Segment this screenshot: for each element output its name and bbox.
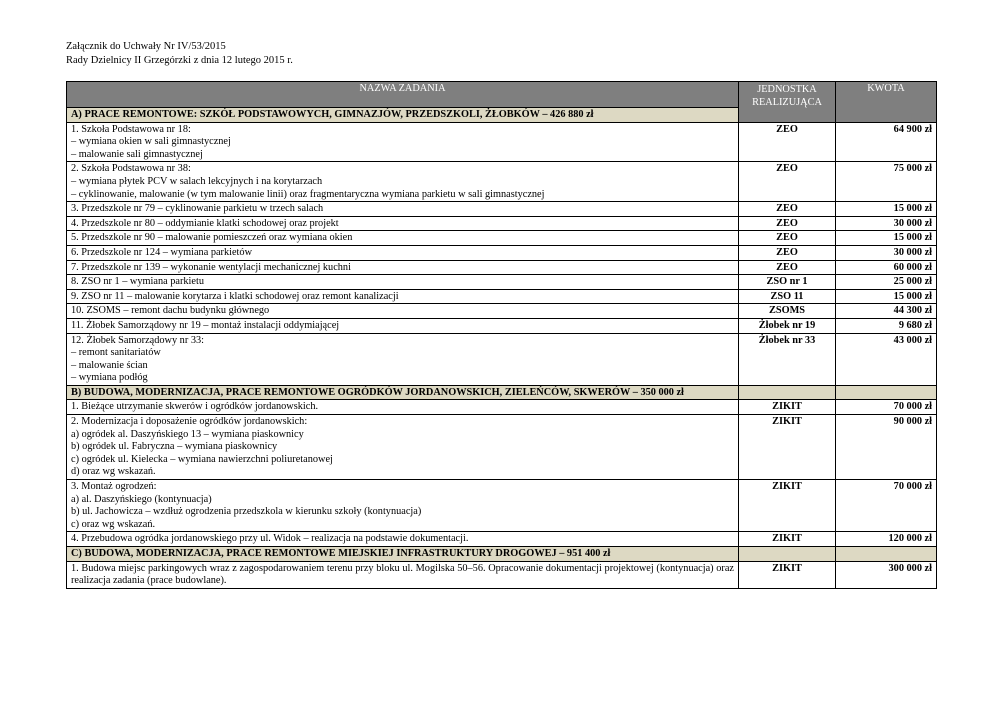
document-header (66, 40, 293, 68)
task-line: b) ul. Jachowicza – wzdłuż ogrodzenia przedszkola w kierunku szkoły (kontynuacja) (71, 506, 422, 518)
unit-cell: ZEO (739, 202, 836, 217)
section-title: B) BUDOWA, MODERNIZACJA, PRACE REMONTOWE OGRÓDKÓW JORDANOWSKICH, ZIELEŃCÓW, SKWERÓW – 350 000 zł (67, 385, 739, 400)
column-header-unit: JEDNOSTKA REALIZUJĄCA (739, 82, 836, 123)
task-line: 3. Przedszkole nr 79 – cyklinowanie parkietu w trzech salach (71, 203, 324, 215)
unit-cell: ZEO (739, 260, 836, 275)
table-row (67, 480, 937, 532)
task-name-cell (67, 162, 739, 202)
table-row (67, 122, 937, 162)
column-header-amount: KWOTA (836, 82, 937, 123)
task-line: c) ogródek ul. Kielecka – wymiana nawierzchni poliuretanowej (71, 453, 333, 465)
unit-cell: ZEO (739, 122, 836, 162)
task-line: 5. Przedszkole nr 90 – malowanie pomieszczeń oraz wymiana okien (71, 232, 353, 244)
task-name-cell (67, 333, 739, 385)
task-name-cell (67, 289, 739, 304)
task-name-cell (67, 231, 739, 246)
table-row (67, 245, 937, 260)
table-row (67, 162, 937, 202)
task-line: – wymiana okien w sali gimnastycznej (71, 136, 231, 148)
table-row (67, 304, 937, 319)
task-line: 4. Przedszkole nr 80 – oddymianie klatki schodowej oraz projekt (71, 217, 339, 229)
task-line: 3. Montaż ogrodzeń: (71, 481, 157, 493)
table-row (67, 400, 937, 415)
task-line: 2. Szkoła Podstawowa nr 38: (71, 163, 191, 175)
task-line: 1. Szkoła Podstawowa nr 18: (71, 123, 191, 135)
task-name-cell (67, 532, 739, 547)
task-line: – wymiana podłóg (71, 372, 148, 384)
tasks-table (66, 81, 937, 589)
table-header-row (67, 82, 937, 108)
header-line-2: Rady Dzielnicy II Grzegórzki z dnia 12 lutego 2015 r. (66, 55, 293, 66)
unit-cell: ZIKIT (739, 400, 836, 415)
amount-cell: 15 000 zł (836, 202, 937, 217)
task-line: 11. Żłobek Samorządowy nr 19 – montaż instalacji oddymiającej (71, 319, 340, 331)
task-name-cell (67, 202, 739, 217)
task-line: a) ogródek al. Daszyńskiego 13 – wymiana piaskownicy (71, 428, 304, 440)
header-line-1: Załącznik do Uchwały Nr IV/53/2015 (66, 41, 226, 52)
table-row (67, 275, 937, 290)
unit-cell: ZEO (739, 231, 836, 246)
section-unit-empty (739, 547, 836, 562)
table-row (67, 216, 937, 231)
task-name-cell (67, 480, 739, 532)
task-name-cell (67, 216, 739, 231)
task-name-cell (67, 561, 739, 588)
task-line: – remont sanitariatów (71, 347, 161, 359)
unit-cell: ZEO (739, 162, 836, 202)
task-name-cell (67, 415, 739, 480)
task-line: 1. Bieżące utrzymanie skwerów i ogródków jordanowskich. (71, 401, 319, 413)
section-title: C) BUDOWA, MODERNIZACJA, PRACE REMONTOWE MIEJSKIEJ INFRASTRUKTURY DROGOWEJ – 951 400 zł (67, 547, 739, 562)
amount-cell: 25 000 zł (836, 275, 937, 290)
amount-cell: 15 000 zł (836, 289, 937, 304)
table-row (67, 260, 937, 275)
unit-cell: ZIKIT (739, 480, 836, 532)
table-row (67, 333, 937, 385)
amount-cell: 30 000 zł (836, 245, 937, 260)
task-line: c) oraz wg wskazań. (71, 518, 156, 530)
column-header-name: NAZWA ZADANIA (67, 82, 739, 108)
task-line: 10. ZSOMS – remont dachu budynku głównego (71, 305, 270, 317)
unit-cell: ZIKIT (739, 415, 836, 480)
task-name-cell (67, 318, 739, 333)
task-line: – malowanie sali gimnastycznej (71, 148, 203, 160)
task-line: 1. Budowa miejsc parkingowych wraz z zagospodarowaniem terenu przy bloku ul. Mogilska 50–56. Opracowanie dokumentacji projektowej (kontynuacja) oraz realizacja zadania (prace budowlane). (71, 562, 734, 587)
amount-cell: 43 000 zł (836, 333, 937, 385)
task-line: – cyklinowanie, malowanie (w tym malowanie linii) oraz fragmentaryczna wymiana parkietu w sali gimnastycznej (71, 188, 545, 200)
unit-cell: ZEO (739, 216, 836, 231)
amount-cell: 15 000 zł (836, 231, 937, 246)
task-line: d) oraz wg wskazań. (71, 466, 156, 478)
unit-cell: ZEO (739, 245, 836, 260)
task-name-cell (67, 304, 739, 319)
unit-cell: ZSO nr 1 (739, 275, 836, 290)
amount-cell: 64 900 zł (836, 122, 937, 162)
unit-cell: ZIKIT (739, 561, 836, 588)
amount-cell: 70 000 zł (836, 400, 937, 415)
task-line: 7. Przedszkole nr 139 – wykonanie wentylacji mechanicznej kuchni (71, 261, 351, 273)
amount-cell: 70 000 zł (836, 480, 937, 532)
table-row (67, 318, 937, 333)
task-name-cell (67, 275, 739, 290)
unit-cell: ZIKIT (739, 532, 836, 547)
table-row (67, 202, 937, 217)
task-line: 4. Przebudowa ogródka jordanowskiego przy ul. Widok – realizacja na podstawie dokumentacji. (71, 533, 469, 545)
task-line: 2. Modernizacja i doposażenie ogródków jordanowskich: (71, 416, 308, 428)
task-line: 8. ZSO nr 1 – wymiana parkietu (71, 276, 204, 288)
task-line: 6. Przedszkole nr 124 – wymiana parkietów (71, 246, 253, 258)
table-row (67, 415, 937, 480)
amount-cell: 60 000 zł (836, 260, 937, 275)
unit-cell: Żłobek nr 33 (739, 333, 836, 385)
task-line: – wymiana płytek PCV w salach lekcyjnych i na korytarzach (71, 175, 323, 187)
section-title: A) PRACE REMONTOWE: SZKÓŁ PODSTAWOWYCH, GIMNAZJÓW, PRZEDSZKOLI, ŻŁOBKÓW – 426 880 zł (67, 108, 739, 123)
amount-cell: 30 000 zł (836, 216, 937, 231)
task-line: – malowanie ścian (71, 359, 148, 371)
table-row (67, 231, 937, 246)
table-row (67, 532, 937, 547)
table-body (67, 122, 937, 588)
task-line: 12. Żłobek Samorządowy nr 33: (71, 334, 204, 346)
amount-cell: 300 000 zł (836, 561, 937, 588)
amount-cell: 90 000 zł (836, 415, 937, 480)
task-name-cell (67, 245, 739, 260)
table-row (67, 289, 937, 304)
unit-cell: Żłobek nr 19 (739, 318, 836, 333)
task-line: b) ogródek ul. Fabryczna – wymiana piaskownicy (71, 441, 278, 453)
unit-cell: ZSOMS (739, 304, 836, 319)
amount-cell: 9 680 zł (836, 318, 937, 333)
task-name-cell (67, 400, 739, 415)
task-name-cell (67, 122, 739, 162)
section-amount-empty (836, 385, 937, 400)
amount-cell: 120 000 zł (836, 532, 937, 547)
unit-cell: ZSO 11 (739, 289, 836, 304)
task-name-cell (67, 260, 739, 275)
task-line: 9. ZSO nr 11 – malowanie korytarza i klatki schodowej oraz remont kanalizacji (71, 290, 399, 302)
section-amount-empty (836, 547, 937, 562)
amount-cell: 75 000 zł (836, 162, 937, 202)
task-line: a) al. Daszyńskiego (kontynuacja) (71, 493, 212, 505)
section-header-row (67, 547, 937, 562)
section-unit-empty (739, 385, 836, 400)
table-row (67, 561, 937, 588)
amount-cell: 44 300 zł (836, 304, 937, 319)
section-header-row (67, 385, 937, 400)
